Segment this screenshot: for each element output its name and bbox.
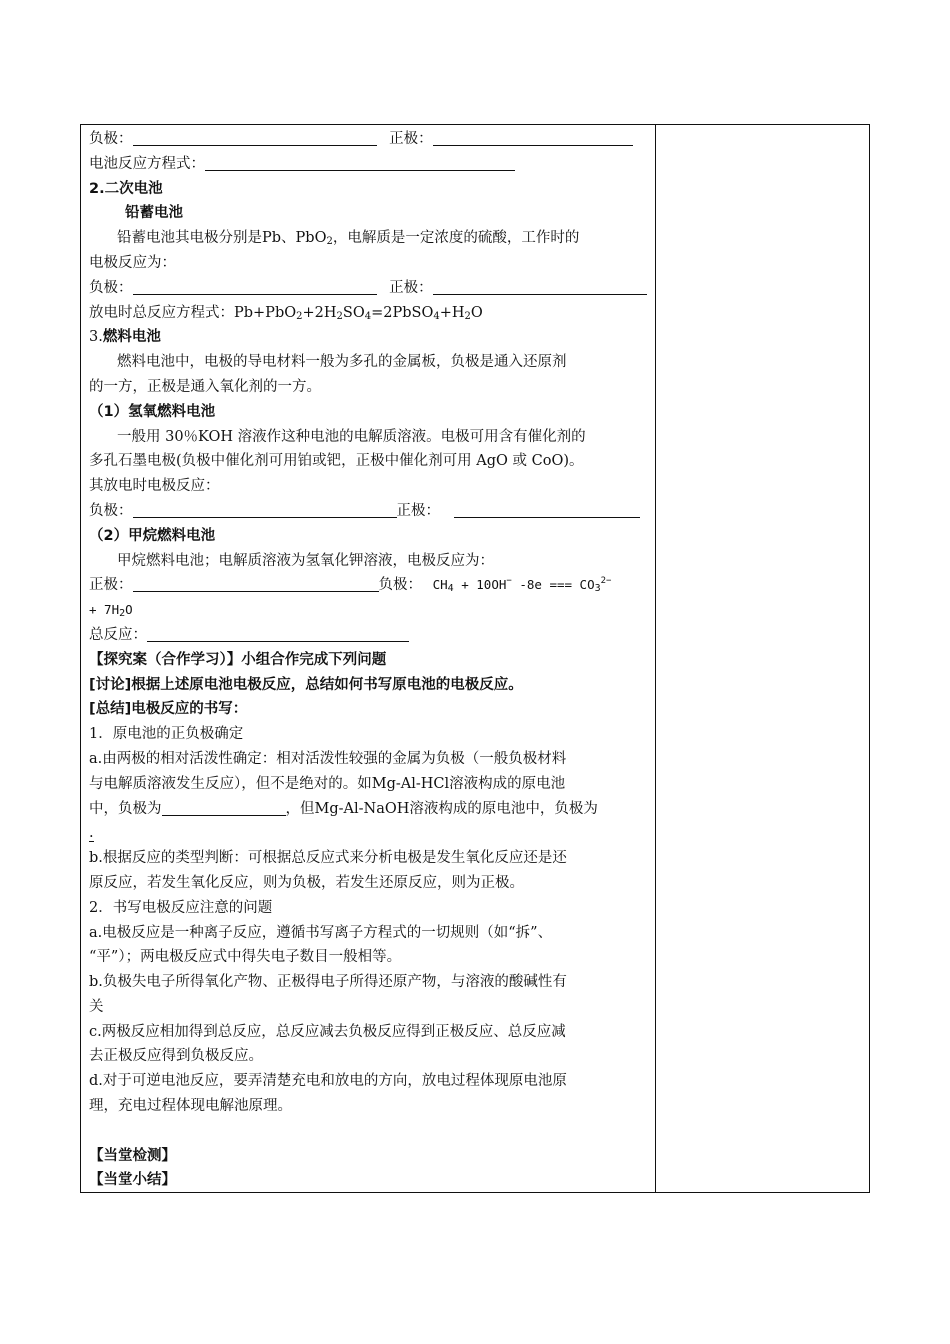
point-2b-line-1: b.负极失电子所得氧化产物、正极得电子所得还原产物，与溶液的酸碱性有	[89, 974, 567, 991]
blank-lead-negative[interactable]	[133, 278, 377, 295]
subsection-methane: （2）甲烷燃料电池	[89, 527, 216, 544]
section-fuel-cell: 3.燃料电池	[89, 329, 161, 346]
paragraph-methane: 甲烷燃料电池；电解质溶液为氢氧化钾溶液，电极反应为：	[117, 552, 494, 569]
point-2a-line-1: a.电极反应是一种离子反应，遵循书写离子方程式的一切规则（如“拆”、	[89, 924, 553, 941]
line-hydrogen-electrodes: 负极： 正极：	[89, 499, 645, 524]
methane-negative-equation: $CH_4 + 10OH^-$ -8e === $CO_3^{2-}$	[432, 576, 612, 595]
paragraph-hydrogen-1: 一般用 30％KOH 溶液作这种电池的电解质溶液。电极可用含有催化剂的	[117, 428, 586, 445]
subsection-lead-acid: 铅蓄电池	[125, 205, 183, 222]
heading-class-check: 【当堂检测】	[89, 1147, 176, 1164]
heading-class-summary: 【当堂小结】	[89, 1172, 176, 1189]
blank-methane-total[interactable]	[147, 625, 409, 642]
line-methane-total: 总反应：	[89, 623, 645, 648]
spacer	[89, 1119, 645, 1144]
paragraph-hydrogen-3: 其放电时电极反应：	[89, 478, 220, 495]
main-column	[89, 127, 645, 1193]
point-2a-line-2: “平”）；两电极反应式中得失电子数目一般相等。	[89, 949, 402, 966]
blank-positive[interactable]	[433, 129, 633, 146]
point-2d-line-2: 理，充电过程体现电解池原理。	[89, 1098, 292, 1115]
blank-hydrogen-positive[interactable]	[454, 501, 640, 518]
column-divider	[655, 125, 656, 1192]
section-secondary-battery: 2.二次电池	[89, 180, 163, 197]
blank-mg-al-naoh-negative[interactable]: .	[89, 825, 94, 842]
paragraph-hydrogen-2: 多孔石墨电极(负极中催化剂可用铂或钯，正极中催化剂可用 AgO 或 CoO)。	[89, 453, 584, 470]
paragraph-lead-acid: 铅蓄电池其电极分别是Pb、PbO$_2$，电解质是一定浓度的硫酸，工作时的	[117, 230, 580, 248]
line-lead-acid-electrodes: 负极： 正极：	[89, 276, 645, 301]
blank-lead-positive[interactable]	[433, 278, 647, 295]
paragraph-fuel-cell-cont: 的一方，正极是通入氧化剂的一方。	[89, 378, 321, 395]
heading-discuss: [讨论]根据上述原电池电极反应，总结如何书写原电池的电极反应。	[89, 676, 523, 693]
blank-hydrogen-negative[interactable]	[133, 501, 397, 518]
blank-negative[interactable]	[133, 129, 377, 146]
point-1a-line-4	[89, 821, 645, 846]
point-1b-line-2: 原反应，若发生氧化反应，则为负极，若发生还原反应，则为正极。	[89, 874, 524, 891]
point-1-title: 1．原电池的正负极确定	[89, 726, 244, 743]
paragraph-fuel-cell: 燃料电池中，电极的导电材料一般为多孔的金属板，负极是通入还原剂	[117, 354, 567, 371]
point-1a-line-2: 与电解质溶液发生反应），但不是绝对的。如Mg-Al-HCl溶液构成的原电池	[89, 775, 566, 792]
line-cell-reaction: 电池反应方程式：	[89, 152, 645, 177]
point-2-title: 2．书写电极反应注意的问题	[89, 899, 273, 916]
subsection-hydrogen-oxygen: （1）氢氧燃料电池	[89, 403, 216, 420]
blank-methane-positive[interactable]	[133, 575, 379, 592]
heading-explore: 【探究案（合作学习）】小组合作完成下列问题	[89, 651, 387, 668]
line-methane-electrodes: 正极： 负极： $CH_4 + 10OH^-$ -8e === $CO_3^{2-}$	[89, 576, 612, 595]
point-2d-line-1: d.对于可逆电池反应，要弄清楚充电和放电的方向，放电过程体现原电池原	[89, 1073, 567, 1090]
line-primary-electrodes: 负极： 正极：	[89, 127, 645, 152]
point-2b-line-2: 关	[89, 998, 104, 1015]
paragraph-lead-acid-cont: 电极反应为：	[89, 254, 176, 271]
worksheet-table	[80, 124, 870, 1193]
line-methane-equation-cont: + $7H_2O$	[89, 602, 133, 620]
line-discharge-equation: 放电时总反应方程式：$Pb+PbO_2+2H_2SO_4=2PbSO_4+H_2O$	[89, 304, 483, 322]
point-1a-line-1: a.由两极的相对活泼性确定：相对活泼性较强的金属为负极（一般负极材料	[89, 750, 567, 767]
point-1a-line-3: 中，负极为 ，但Mg-Al-NaOH溶液构成的原电池中，负极为	[89, 800, 598, 817]
heading-summary: [总结]电极反应的书写：	[89, 701, 248, 718]
blank-cell-reaction[interactable]	[205, 154, 515, 171]
point-2c-line-2: 去正极反应得到负极反应。	[89, 1048, 263, 1065]
point-1b-line-1: b.根据反应的类型判断：可根据总反应式来分析电极是发生氧化反应还是还	[89, 850, 567, 867]
blank-mg-al-hcl-negative[interactable]	[162, 799, 286, 816]
point-2c-line-1: c.两极反应相加得到总反应，总反应减去负极反应得到正极反应、总反应减	[89, 1023, 566, 1040]
